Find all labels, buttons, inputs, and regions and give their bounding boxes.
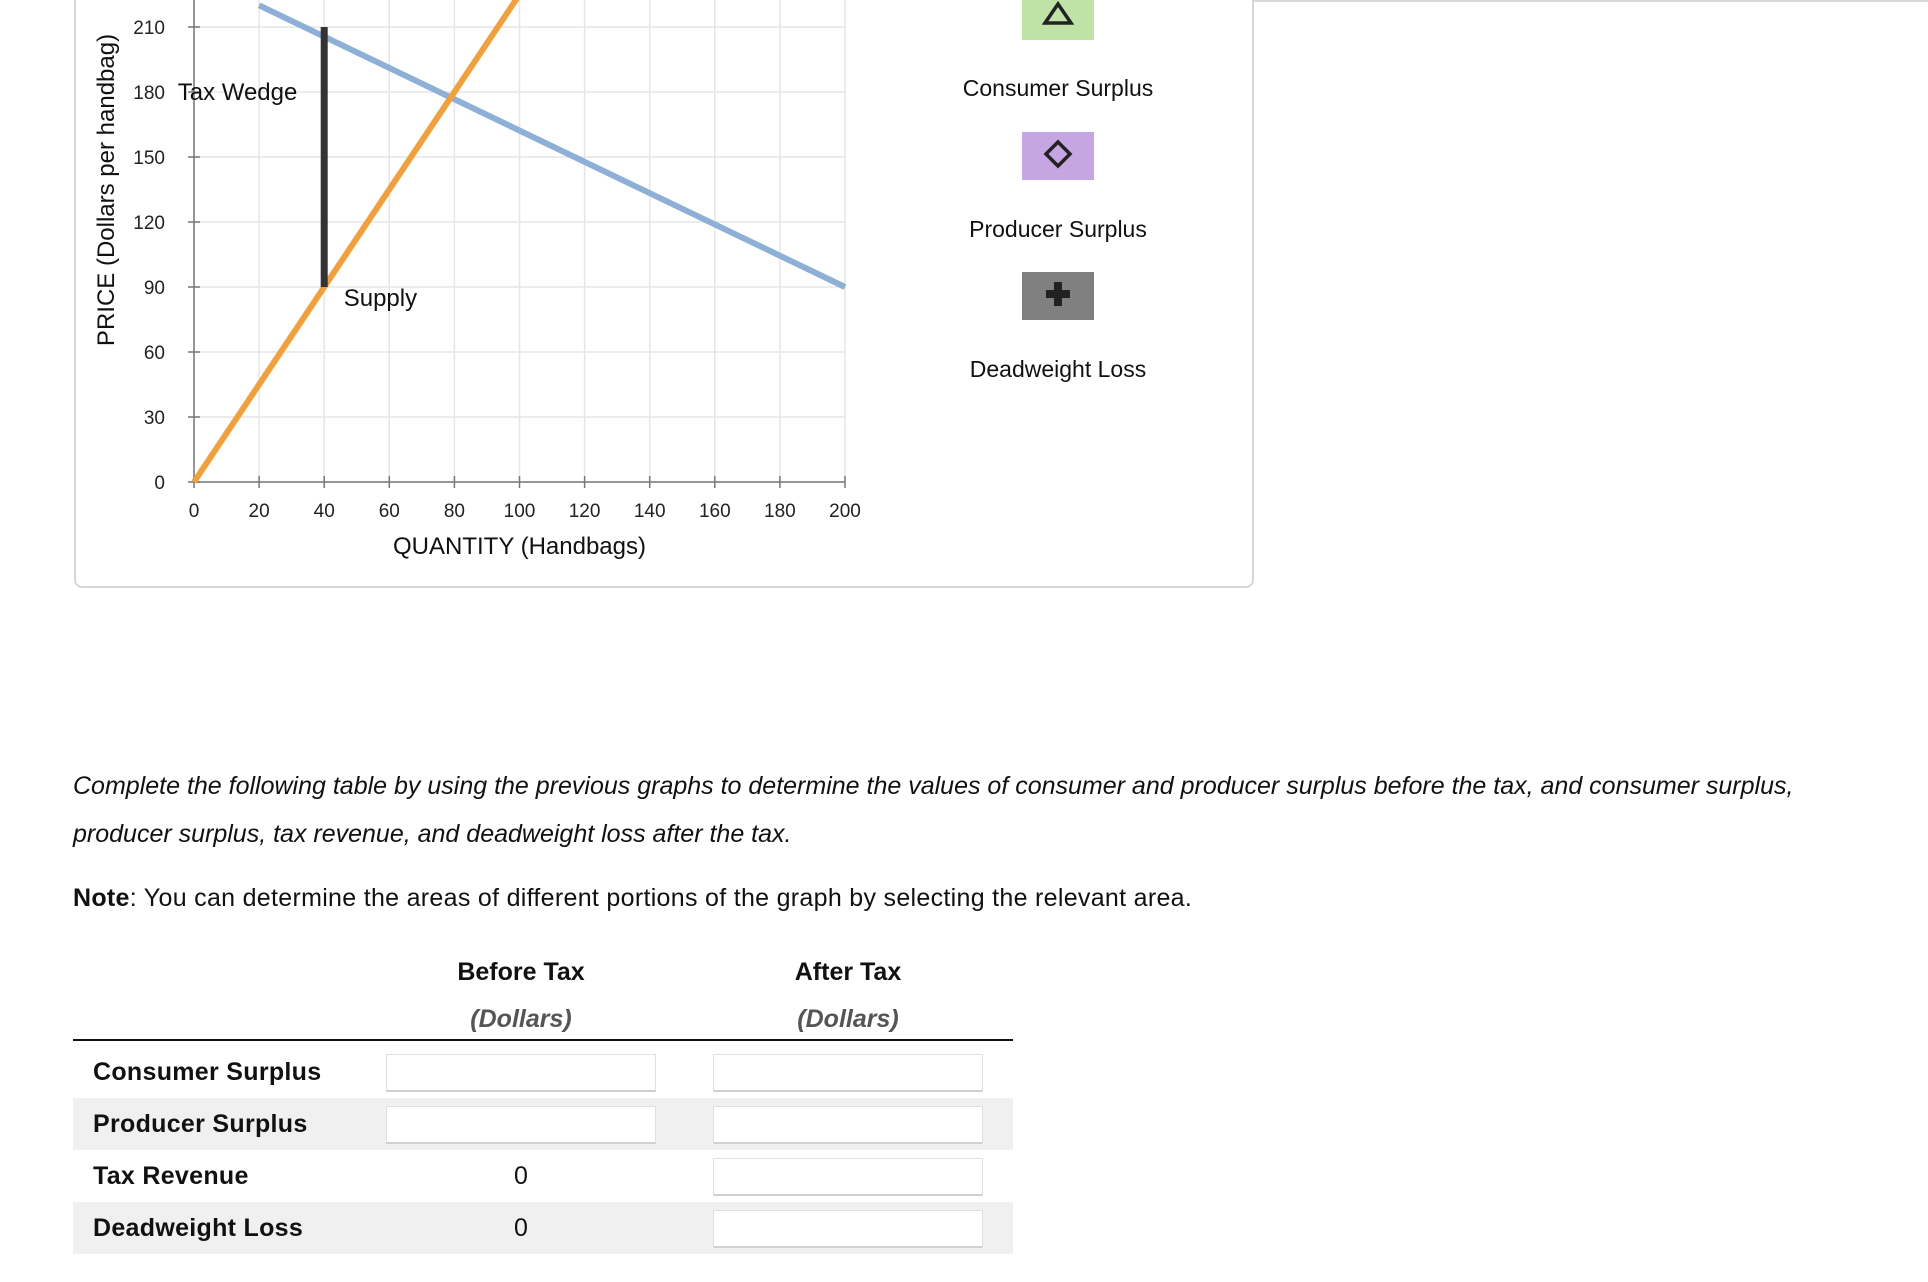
x-tick-label: 80 bbox=[443, 501, 465, 522]
y-tick-label: 120 bbox=[133, 213, 165, 234]
x-tick-label: 60 bbox=[378, 501, 400, 522]
consumer-surplus-before-input[interactable] bbox=[386, 1054, 656, 1092]
x-tick-label: 180 bbox=[764, 501, 796, 522]
table-row-consumer-surplus bbox=[73, 1046, 1013, 1098]
tax-revenue-before-value: 0 bbox=[514, 1162, 528, 1190]
y-tick-label: 90 bbox=[143, 278, 165, 299]
x-tick-label: 120 bbox=[568, 501, 601, 522]
note-label: Note bbox=[73, 884, 130, 912]
consumer-surplus-label: Consumer Surplus bbox=[962, 75, 1154, 101]
table-row-deadweight-loss bbox=[73, 1202, 1013, 1254]
deadweight-loss-before-value: 0 bbox=[514, 1214, 528, 1242]
x-axis-title: QUANTITY (Handbags) bbox=[393, 533, 646, 560]
row-label: Producer Surplus bbox=[93, 1110, 308, 1138]
producer-surplus-before-input[interactable] bbox=[386, 1106, 656, 1144]
x-tick-label: 140 bbox=[633, 501, 666, 522]
supply-label: Supply bbox=[343, 284, 418, 312]
after-tax-title: After Tax bbox=[794, 958, 902, 986]
deadweight-loss-label: Deadweight Loss bbox=[969, 356, 1147, 382]
note-body: : You can determine the areas of different portions of the graph by selecting the relevant area. bbox=[129, 884, 1193, 912]
supply-curve[interactable] bbox=[194, 0, 520, 482]
deadweight-loss-after-input[interactable] bbox=[713, 1210, 983, 1248]
consumer-surplus-tool[interactable] bbox=[1022, 0, 1094, 40]
note-text bbox=[73, 884, 1192, 913]
y-tick-label: 0 bbox=[154, 473, 165, 494]
deadweight-loss-tool[interactable] bbox=[1022, 272, 1094, 320]
table-row-tax-revenue bbox=[73, 1150, 1013, 1202]
producer-surplus-label: Producer Surplus bbox=[969, 216, 1147, 242]
y-axis-title: PRICE (Dollars per handbag) bbox=[93, 33, 120, 347]
producer-surplus-after-input[interactable] bbox=[713, 1106, 983, 1144]
instructions-text: Complete the following table by using the previous graphs to determine the values of consumer and producer surplus before the tax, and consumer surplus, producer surplus, tax revenue, and deadweight loss after the tax. bbox=[73, 772, 1794, 848]
after-tax-header bbox=[713, 958, 983, 1034]
x-tick-label: 0 bbox=[188, 501, 200, 522]
diamond-icon bbox=[1043, 139, 1073, 174]
consumer-surplus-after-input[interactable] bbox=[713, 1054, 983, 1092]
x-tick-label: 40 bbox=[313, 501, 335, 522]
y-tick-label: 210 bbox=[133, 18, 165, 39]
table-header-rule bbox=[73, 1039, 1013, 1041]
producer-surplus-tool[interactable] bbox=[1022, 132, 1094, 180]
row-label: Deadweight Loss bbox=[93, 1214, 304, 1242]
triangle-icon bbox=[1042, 1, 1074, 32]
row-label: Consumer Surplus bbox=[93, 1058, 322, 1086]
x-tick-label: 100 bbox=[503, 501, 536, 522]
before-tax-title: Before Tax bbox=[457, 958, 585, 986]
tax-revenue-after-input[interactable] bbox=[713, 1158, 983, 1196]
y-tick-label: 180 bbox=[133, 83, 165, 104]
y-tick-label: 150 bbox=[133, 148, 165, 169]
y-tick-label: 30 bbox=[143, 408, 165, 429]
before-tax-unit: (Dollars) bbox=[470, 1005, 572, 1033]
x-tick-label: 20 bbox=[248, 501, 270, 522]
y-tick-label: 60 bbox=[143, 343, 165, 364]
table-row-producer-surplus bbox=[73, 1098, 1013, 1150]
x-tick-label: 160 bbox=[698, 501, 731, 522]
x-tick-label: 200 bbox=[829, 501, 861, 522]
plus-icon bbox=[1043, 279, 1073, 314]
after-tax-unit: (Dollars) bbox=[797, 1005, 899, 1033]
row-label: Tax Revenue bbox=[93, 1162, 249, 1190]
demand-curve[interactable] bbox=[259, 5, 845, 287]
before-tax-header bbox=[386, 958, 656, 1034]
tax-wedge-label: Tax Wedge bbox=[177, 79, 298, 106]
